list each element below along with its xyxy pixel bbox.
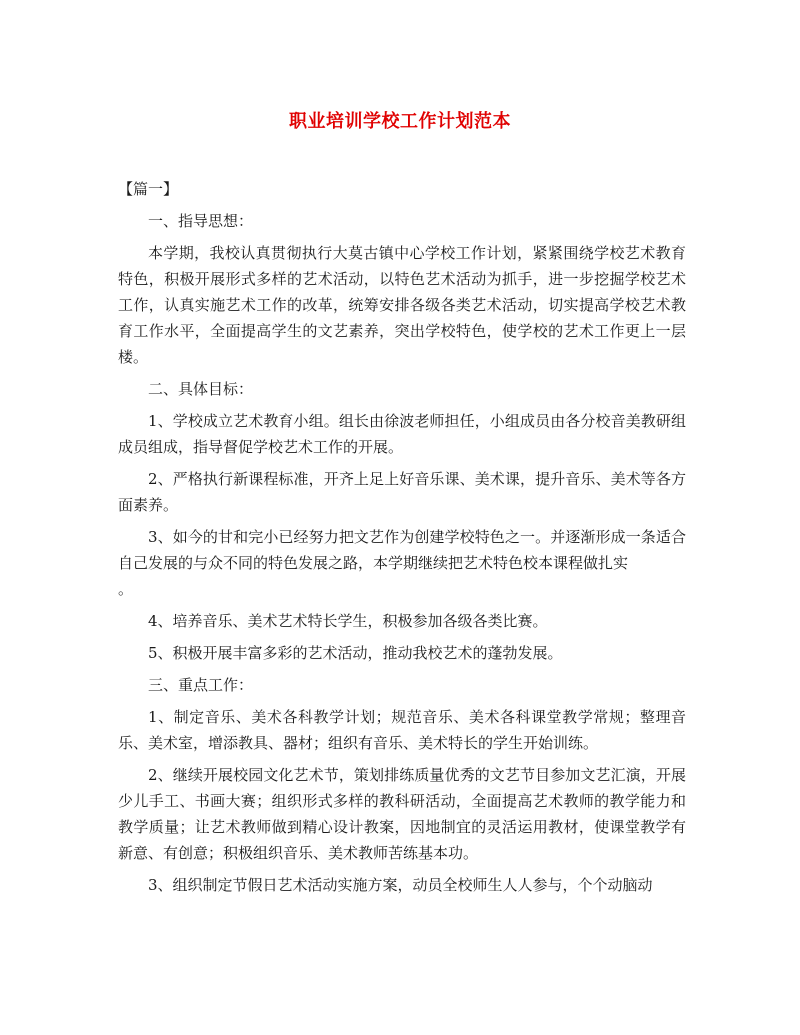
list-item: 1、制定音乐、美术各科教学计划；规范音乐、美术各科课堂教学常规；整理音乐、美术室，增添教具、器材；组织有音乐、美术特长的学生开始训练。	[118, 708, 686, 752]
list-item: 2、继续开展校园文化艺术节，策划排练质量优秀的文艺节目参加文艺汇演，开展少儿手工、书画大赛；组织形式多样的教科研活动，全面提高艺术教师的教学能力和教学质量；让艺术教师做到精心设计教案，因地制宜的灵活运用教材，使课堂教学有新意、有创意；积极组织音乐、美术教师苦练基本功。	[118, 766, 686, 862]
list-item: 2、严格执行新课程标准，开齐上足上好音乐课、美术课，提升音乐、美术等各方面素养。	[118, 470, 686, 514]
heading-specific-goals: 二、具体目标：	[148, 380, 254, 398]
section-label: 【篇一】	[118, 180, 179, 198]
list-item-continuation: 。	[118, 580, 134, 598]
list-item: 4、培养音乐、美术艺术特长学生，积极参加各级各类比赛。	[148, 612, 548, 630]
paragraph: 本学期，我校认真贯彻执行大莫古镇中心学校工作计划，紧紧围绕学校艺术教育特色，积极开展形式多样的艺术活动，以特色艺术活动为抓手，进一步挖掘学校艺术工作，认真实施艺术工作的改革，统筹安排各级各类艺术活动，切实提高学校艺术教育工作水平，全面提高学生的文艺素养，突出学校特色，使学校的艺术工作更上一层楼。	[118, 244, 686, 366]
document-title: 职业培训学校工作计划范本	[289, 111, 511, 132]
list-item: 3、如今的甘和完小已经努力把文艺作为创建学校特色之一。并逐渐形成一条适合自己发展的与众不同的特色发展之路，本学期继续把艺术特色校本课程做扎实	[118, 528, 686, 572]
list-item: 3、组织制定节假日艺术活动实施方案，动员全校师生人人参与，个个动脑动	[148, 876, 653, 894]
list-item: 5、积极开展丰富多彩的艺术活动，推动我校艺术的蓬勃发展。	[148, 644, 563, 662]
document-body	[118, 176, 686, 904]
heading-key-work: 三、重点工作：	[148, 676, 254, 694]
list-item: 1、学校成立艺术教育小组。组长由徐波老师担任，小组成员由各分校音美教研组成员组成，指导督促学校艺术工作的开展。	[118, 412, 686, 456]
heading-guiding-ideology: 一、指导思想：	[148, 212, 254, 230]
